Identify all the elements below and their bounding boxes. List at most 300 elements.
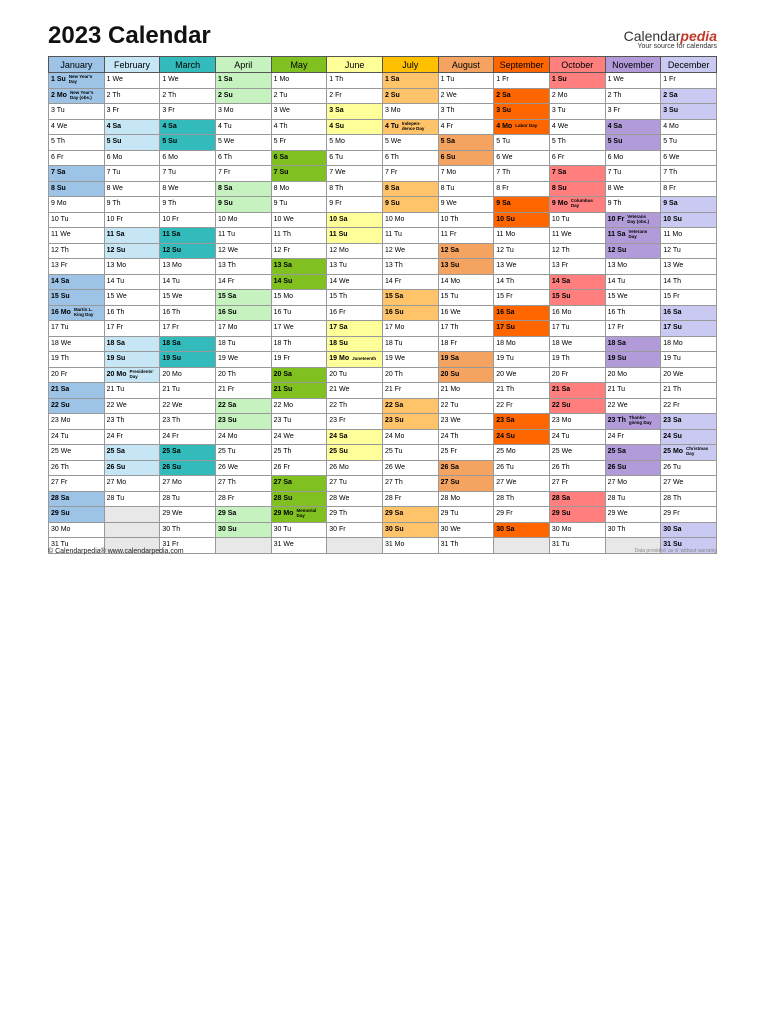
day-cell: 27 We <box>494 476 550 492</box>
day-cell: 9 Th <box>605 197 661 213</box>
day-cell: 21 We <box>327 383 383 399</box>
day-cell: 18 Su <box>327 336 383 352</box>
day-cell: 11 Tu <box>382 228 438 244</box>
day-cell: 21 Sa <box>549 383 605 399</box>
day-cell: 18 Mo <box>494 336 550 352</box>
day-cell: 23 Sa <box>494 414 550 430</box>
day-cell: 11 Sa <box>160 228 216 244</box>
day-cell: 20 Fr <box>49 367 105 383</box>
day-cell: 13 Th <box>215 259 271 275</box>
day-cell: 7 Tu <box>160 166 216 182</box>
day-cell: 7 Tu <box>104 166 160 182</box>
day-cell: 5 Mo <box>327 135 383 151</box>
day-cell: 2 Sa <box>661 88 717 104</box>
day-cell: 2 Th <box>160 88 216 104</box>
day-cell: 15 Su <box>549 290 605 306</box>
day-row <box>49 274 717 290</box>
month-header-july: July <box>382 57 438 73</box>
day-cell: 24 Su <box>661 429 717 445</box>
day-cell: 6 We <box>494 150 550 166</box>
day-cell: 14 Fr <box>215 274 271 290</box>
day-cell: 16 Fr <box>327 305 383 321</box>
day-cell: 19 Sa <box>438 352 494 368</box>
day-row <box>49 150 717 166</box>
day-cell: 28 Th <box>494 491 550 507</box>
day-cell: 21 Mo <box>438 383 494 399</box>
day-cell: 19 Su <box>605 352 661 368</box>
day-cell: 29 Fr <box>661 507 717 523</box>
day-cell: 3 Su <box>661 104 717 120</box>
day-cell: 27 Fr <box>49 476 105 492</box>
day-cell: 20 We <box>661 367 717 383</box>
day-cell: 14 Fr <box>382 274 438 290</box>
day-cell: 31 Tu <box>549 538 605 554</box>
day-cell: 4 Su <box>327 119 383 135</box>
day-cell: 5 Su <box>104 135 160 151</box>
day-cell: 12 Mo <box>327 243 383 259</box>
month-header-june: June <box>327 57 383 73</box>
day-cell: 26 Tu <box>494 460 550 476</box>
day-cell: 9 Fr <box>327 197 383 213</box>
month-header-january: January <box>49 57 105 73</box>
holiday-name: Labor Day <box>515 123 538 129</box>
day-cell: 26 Sa <box>438 460 494 476</box>
day-cell: 17 Tu <box>49 321 105 337</box>
day-row <box>49 290 717 306</box>
day-cell: 31 We <box>271 538 327 554</box>
day-cell: 5 Su <box>605 135 661 151</box>
day-cell: 20 We <box>494 367 550 383</box>
day-cell: 3 Su <box>494 104 550 120</box>
day-cell: 13 Tu <box>327 259 383 275</box>
day-cell: 6 Su <box>438 150 494 166</box>
day-cell: 9 Su <box>382 197 438 213</box>
empty-day-cell <box>327 538 383 554</box>
day-row <box>49 166 717 182</box>
day-cell: 15 Sa <box>382 290 438 306</box>
day-cell: 12 Su <box>160 243 216 259</box>
day-cell: 2 Mo <box>549 88 605 104</box>
day-cell: 24 Sa <box>327 429 383 445</box>
day-cell: 8 Fr <box>661 181 717 197</box>
day-cell: 12 Su <box>104 243 160 259</box>
day-cell: 19 Tu <box>661 352 717 368</box>
day-cell: 1 We <box>104 73 160 89</box>
day-cell: 13 Sa <box>271 259 327 275</box>
day-cell: 28 Sa <box>549 491 605 507</box>
day-cell: 22 Sa <box>215 398 271 414</box>
day-cell: 27 Fr <box>549 476 605 492</box>
day-cell: 14 Th <box>661 274 717 290</box>
day-row <box>49 429 717 445</box>
day-cell: 2 Su <box>382 88 438 104</box>
day-cell: 8 We <box>605 181 661 197</box>
day-cell: 28 Fr <box>215 491 271 507</box>
day-cell: 29 Fr <box>494 507 550 523</box>
empty-day-cell <box>104 507 160 523</box>
day-cell: 19 Th <box>549 352 605 368</box>
day-cell: 16 Sa <box>661 305 717 321</box>
day-cell: 30 Mo <box>549 522 605 538</box>
holiday-name: Indepen-dence Day <box>401 120 425 131</box>
day-cell: 15 We <box>605 290 661 306</box>
day-cell: 19 We <box>382 352 438 368</box>
day-cell: 16 We <box>438 305 494 321</box>
holiday-name: New Year's Day <box>68 74 93 85</box>
day-cell: 12 Tu <box>661 243 717 259</box>
day-cell: 30 Mo <box>49 522 105 538</box>
day-cell: 17 Sa <box>327 321 383 337</box>
day-cell: 22 Su <box>49 398 105 414</box>
day-cell: 15 Fr <box>494 290 550 306</box>
day-cell: 20 Tu <box>327 367 383 383</box>
day-cell: 10 Mo <box>215 212 271 228</box>
day-cell: 22 We <box>104 398 160 414</box>
day-cell: 25 Mo <box>494 445 550 461</box>
holiday-name: Martin L. King Day <box>73 306 94 317</box>
day-cell: 19 Su <box>160 352 216 368</box>
day-cell: 20 Th <box>382 367 438 383</box>
day-cell: 22 We <box>160 398 216 414</box>
day-cell: 24 Fr <box>160 429 216 445</box>
day-cell: 1 Su <box>549 73 605 89</box>
day-cell: 10 Tu <box>49 212 105 228</box>
day-cell: 2 Tu <box>271 88 327 104</box>
day-cell: 8 Sa <box>215 181 271 197</box>
day-cell: 26 Th <box>49 460 105 476</box>
day-cell: 14 Sa <box>49 274 105 290</box>
day-cell: 16 Su <box>382 305 438 321</box>
day-cell: 11 Fr <box>438 228 494 244</box>
day-cell: 30 Tu <box>271 522 327 538</box>
day-cell: 26 Su <box>605 460 661 476</box>
day-cell: 14 Mo <box>438 274 494 290</box>
day-cell: 26 Tu <box>661 460 717 476</box>
day-cell: 1 Mo <box>271 73 327 89</box>
day-cell: 15 We <box>104 290 160 306</box>
disclaimer-footer: Data provided 'as is' without warranty <box>634 548 717 554</box>
day-cell: 20 Fr <box>549 367 605 383</box>
day-cell: 22 Fr <box>661 398 717 414</box>
day-cell: 16 Su <box>215 305 271 321</box>
day-cell: 12 Sa <box>438 243 494 259</box>
day-cell: 5 Tu <box>661 135 717 151</box>
day-cell: 15 Fr <box>661 290 717 306</box>
holiday-cell: 23 Th Thanks-giving Day <box>605 414 661 430</box>
day-cell: 17 Th <box>438 321 494 337</box>
day-cell: 25 Tu <box>215 445 271 461</box>
day-cell: 11 We <box>49 228 105 244</box>
day-cell: 25 Fr <box>438 445 494 461</box>
day-row <box>49 476 717 492</box>
day-cell: 15 Sa <box>215 290 271 306</box>
day-cell: 11 We <box>549 228 605 244</box>
empty-day-cell <box>494 538 550 554</box>
day-cell: 30 We <box>438 522 494 538</box>
day-row <box>49 460 717 476</box>
day-cell: 9 We <box>438 197 494 213</box>
day-cell: 17 Su <box>494 321 550 337</box>
day-cell: 4 Tu <box>215 119 271 135</box>
day-cell: 2 Sa <box>494 88 550 104</box>
day-cell: 24 Th <box>438 429 494 445</box>
day-cell: 5 We <box>215 135 271 151</box>
day-cell: 3 Sa <box>327 104 383 120</box>
day-cell: 4 Fr <box>438 119 494 135</box>
day-cell: 2 Th <box>104 88 160 104</box>
day-cell: 23 Th <box>160 414 216 430</box>
day-cell: 18 Mo <box>661 336 717 352</box>
day-cell: 30 Fr <box>327 522 383 538</box>
day-cell: 23 Sa <box>661 414 717 430</box>
day-cell: 5 Tu <box>494 135 550 151</box>
day-cell: 11 Th <box>271 228 327 244</box>
day-cell: 18 Th <box>271 336 327 352</box>
day-cell: 10 Su <box>661 212 717 228</box>
holiday-cell: 10 Fr Veterans Day (obs.) <box>605 212 661 228</box>
day-cell: 7 Su <box>271 166 327 182</box>
day-cell: 12 Th <box>49 243 105 259</box>
day-cell: 28 Th <box>661 491 717 507</box>
copyright-footer[interactable]: © Calendarpedia® www.calendarpedia.com <box>48 548 184 555</box>
day-cell: 18 We <box>549 336 605 352</box>
day-cell: 13 Fr <box>549 259 605 275</box>
holiday-cell: 29 Mo Memorial Day <box>271 507 327 523</box>
day-cell: 13 Mo <box>104 259 160 275</box>
day-cell: 10 We <box>271 212 327 228</box>
day-cell: 23 We <box>438 414 494 430</box>
day-row <box>49 119 717 135</box>
day-cell: 24 Fr <box>104 429 160 445</box>
holiday-cell: 20 Mo Presidents' Day <box>104 367 160 383</box>
day-cell: 7 Mo <box>438 166 494 182</box>
day-cell: 17 Su <box>661 321 717 337</box>
day-cell: 8 Su <box>549 181 605 197</box>
holiday-name: New Year's Day (obs.) <box>69 89 94 100</box>
holiday-name: Christmas Day <box>686 446 709 457</box>
day-cell: 28 Fr <box>382 491 438 507</box>
day-cell: 6 Mo <box>104 150 160 166</box>
day-cell: 28 Sa <box>49 491 105 507</box>
day-cell: 15 Tu <box>438 290 494 306</box>
day-cell: 20 Mo <box>160 367 216 383</box>
day-cell: 13 Mo <box>160 259 216 275</box>
day-cell: 7 Tu <box>605 166 661 182</box>
day-cell: 20 Mo <box>605 367 661 383</box>
page-title: 2023 Calendar <box>48 22 211 49</box>
day-cell: 22 We <box>605 398 661 414</box>
month-header-february: February <box>104 57 160 73</box>
day-row <box>49 135 717 151</box>
day-cell: 4 Sa <box>104 119 160 135</box>
day-cell: 23 Mo <box>49 414 105 430</box>
day-cell: 30 Su <box>215 522 271 538</box>
holiday-cell: 4 Tu Indepen-dence Day <box>382 119 438 135</box>
day-cell: 17 Mo <box>215 321 271 337</box>
day-cell: 27 Tu <box>327 476 383 492</box>
day-cell: 23 Fr <box>327 414 383 430</box>
day-cell: 29 Su <box>49 507 105 523</box>
day-cell: 25 Th <box>271 445 327 461</box>
day-cell: 5 Th <box>549 135 605 151</box>
day-cell: 3 Fr <box>605 104 661 120</box>
day-cell: 3 Mo <box>215 104 271 120</box>
day-cell: 26 Fr <box>271 460 327 476</box>
day-cell: 27 We <box>661 476 717 492</box>
day-cell: 7 Fr <box>215 166 271 182</box>
calendarpedia-logo[interactable] <box>624 28 717 50</box>
day-cell: 29 Sa <box>215 507 271 523</box>
day-cell: 13 Th <box>382 259 438 275</box>
day-cell: 26 We <box>382 460 438 476</box>
day-cell: 25 Su <box>327 445 383 461</box>
day-cell: 11 Mo <box>661 228 717 244</box>
day-cell: 27 Mo <box>104 476 160 492</box>
day-cell: 6 Th <box>382 150 438 166</box>
brand-tagline: Your source for calendars <box>637 43 717 50</box>
day-cell: 7 Sa <box>549 166 605 182</box>
day-cell: 3 Tu <box>549 104 605 120</box>
day-cell: 8 We <box>160 181 216 197</box>
day-cell: 6 Mo <box>605 150 661 166</box>
day-row <box>49 445 717 461</box>
day-cell: 17 Fr <box>104 321 160 337</box>
day-cell: 21 Su <box>271 383 327 399</box>
holiday-cell: 16 Mo Martin L. King Day <box>49 305 105 321</box>
day-cell: 6 We <box>661 150 717 166</box>
day-cell: 26 Su <box>160 460 216 476</box>
day-cell: 6 Th <box>215 150 271 166</box>
day-cell: 17 Mo <box>382 321 438 337</box>
day-cell: 31 Su <box>661 538 717 554</box>
month-header-october: October <box>549 57 605 73</box>
day-cell: 26 Mo <box>327 460 383 476</box>
day-cell: 12 We <box>382 243 438 259</box>
day-cell: 2 Fr <box>327 88 383 104</box>
day-cell: 30 Sa <box>661 522 717 538</box>
day-cell: 29 Sa <box>382 507 438 523</box>
day-cell: 27 Su <box>438 476 494 492</box>
day-cell: 22 Fr <box>494 398 550 414</box>
day-cell: 25 Sa <box>104 445 160 461</box>
day-cell: 18 Tu <box>382 336 438 352</box>
day-cell: 21 Fr <box>215 383 271 399</box>
holiday-name: Columbus Day <box>570 198 593 209</box>
day-cell: 24 Su <box>494 429 550 445</box>
day-cell: 11 Tu <box>215 228 271 244</box>
day-cell: 24 We <box>271 429 327 445</box>
day-cell: 22 Tu <box>438 398 494 414</box>
day-cell: 7 We <box>327 166 383 182</box>
day-row <box>49 197 717 213</box>
day-cell: 29 We <box>605 507 661 523</box>
day-cell: 15 Th <box>327 290 383 306</box>
day-cell: 28 We <box>327 491 383 507</box>
day-row <box>49 336 717 352</box>
day-cell: 19 Fr <box>271 352 327 368</box>
month-header-may: May <box>271 57 327 73</box>
empty-day-cell <box>215 538 271 554</box>
holiday-name: Veterans Day <box>628 229 648 240</box>
day-cell: 16 Th <box>160 305 216 321</box>
day-cell: 10 Th <box>438 212 494 228</box>
day-cell: 1 We <box>605 73 661 89</box>
day-cell: 14 Tu <box>160 274 216 290</box>
day-cell: 26 We <box>215 460 271 476</box>
day-cell: 2 We <box>438 88 494 104</box>
day-cell: 13 Mo <box>605 259 661 275</box>
day-cell: 22 Mo <box>271 398 327 414</box>
day-row <box>49 104 717 120</box>
day-cell: 7 Th <box>661 166 717 182</box>
holiday-cell: 11 Sa Veterans Day <box>605 228 661 244</box>
day-cell: 14 Tu <box>104 274 160 290</box>
day-cell: 3 Th <box>438 104 494 120</box>
day-cell: 31 Fr <box>160 538 216 554</box>
day-row <box>49 398 717 414</box>
day-cell: 3 Mo <box>382 104 438 120</box>
day-cell: 12 Th <box>549 243 605 259</box>
day-cell: 4 Mo <box>661 119 717 135</box>
day-cell: 23 Mo <box>549 414 605 430</box>
day-cell: 8 Sa <box>382 181 438 197</box>
holiday-name: Thanks-giving Day <box>628 415 652 426</box>
day-cell: 19 Th <box>49 352 105 368</box>
day-cell: 14 We <box>327 274 383 290</box>
day-cell: 9 Mo <box>49 197 105 213</box>
day-cell: 4 Sa <box>160 119 216 135</box>
day-cell: 7 Sa <box>49 166 105 182</box>
day-cell: 17 Tu <box>549 321 605 337</box>
day-cell: 15 Su <box>49 290 105 306</box>
day-cell: 17 Fr <box>605 321 661 337</box>
day-cell: 14 Tu <box>605 274 661 290</box>
day-cell: 5 We <box>382 135 438 151</box>
day-row <box>49 259 717 275</box>
empty-day-cell <box>104 522 160 538</box>
day-cell: 28 Su <box>271 491 327 507</box>
day-cell: 17 Fr <box>160 321 216 337</box>
day-row <box>49 491 717 507</box>
day-cell: 23 Su <box>215 414 271 430</box>
holiday-name: Memorial Day <box>296 508 317 519</box>
day-cell: 18 Sa <box>104 336 160 352</box>
month-header-september: September <box>494 57 550 73</box>
year-calendar-grid <box>48 56 717 554</box>
day-cell: 16 Mo <box>549 305 605 321</box>
day-cell: 21 Th <box>494 383 550 399</box>
day-cell: 9 Th <box>104 197 160 213</box>
day-cell: 18 Tu <box>215 336 271 352</box>
day-cell: 16 Sa <box>494 305 550 321</box>
day-cell: 30 Su <box>382 522 438 538</box>
day-cell: 11 Sa <box>104 228 160 244</box>
day-cell: 20 Su <box>438 367 494 383</box>
day-cell: 25 Sa <box>605 445 661 461</box>
holiday-cell: 9 Mo Columbus Day <box>549 197 605 213</box>
day-cell: 1 We <box>160 73 216 89</box>
day-cell: 7 Th <box>494 166 550 182</box>
day-cell: 24 Mo <box>382 429 438 445</box>
day-cell: 30 Sa <box>494 522 550 538</box>
month-header-april: April <box>215 57 271 73</box>
day-cell: 21 Tu <box>605 383 661 399</box>
day-cell: 12 We <box>215 243 271 259</box>
day-cell: 24 Tu <box>49 429 105 445</box>
day-row <box>49 367 717 383</box>
day-cell: 10 Sa <box>327 212 383 228</box>
holiday-cell: 4 Mo Labor Day <box>494 119 550 135</box>
